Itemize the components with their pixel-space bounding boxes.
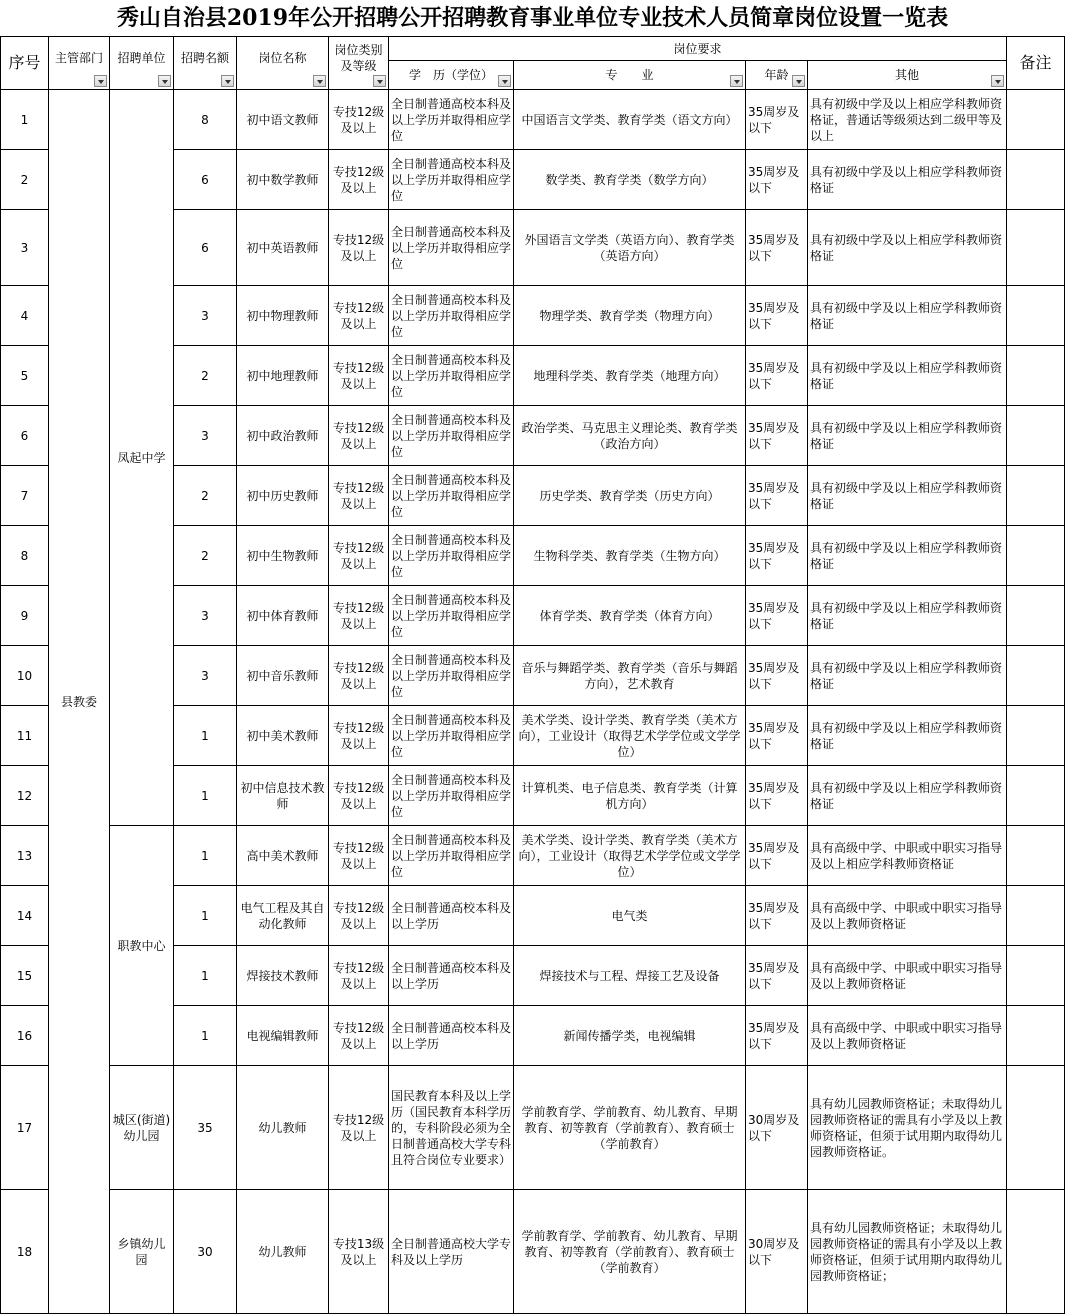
education-cell: 全日制普通高校本科及以上学历并取得相应学位 bbox=[389, 826, 514, 886]
age-cell: 35周岁及以下 bbox=[746, 210, 808, 286]
remark-cell bbox=[1007, 1066, 1065, 1190]
seq-cell: 15 bbox=[1, 946, 49, 1006]
category-cell: 专技12级及以上 bbox=[329, 466, 389, 526]
filter-dropdown-icon[interactable] bbox=[94, 75, 107, 87]
seq-cell: 18 bbox=[1, 1190, 49, 1314]
seq-cell: 13 bbox=[1, 826, 49, 886]
quota-cell: 1 bbox=[174, 946, 237, 1006]
quota-cell: 1 bbox=[174, 826, 237, 886]
age-cell: 35周岁及以下 bbox=[746, 646, 808, 706]
category-cell: 专技13级及以上 bbox=[329, 1190, 389, 1314]
position-cell: 初中语文教师 bbox=[237, 90, 329, 150]
header-education: 学 历（学位） bbox=[389, 61, 514, 90]
major-cell: 电气类 bbox=[514, 886, 746, 946]
quota-cell: 3 bbox=[174, 406, 237, 466]
age-cell: 35周岁及以下 bbox=[746, 826, 808, 886]
other-cell: 具有初级中学及以上相应学科教师资格证 bbox=[808, 586, 1007, 646]
major-cell: 历史学类、教育学类（历史方向） bbox=[514, 466, 746, 526]
header-category: 岗位类别及等级 bbox=[329, 37, 389, 90]
seq-cell: 3 bbox=[1, 210, 49, 286]
other-cell: 具有初级中学及以上相应学科教师资格证 bbox=[808, 406, 1007, 466]
remark-cell bbox=[1007, 346, 1065, 406]
table-body bbox=[1, 90, 1065, 1314]
other-cell: 具有初级中学及以上相应学科教师资格证 bbox=[808, 150, 1007, 210]
education-cell: 全日制普通高校本科及以上学历并取得相应学位 bbox=[389, 766, 514, 826]
position-cell: 初中政治教师 bbox=[237, 406, 329, 466]
age-cell: 35周岁及以下 bbox=[746, 1006, 808, 1066]
education-cell: 全日制普通高校本科及以上学历并取得相应学位 bbox=[389, 526, 514, 586]
seq-cell: 17 bbox=[1, 1066, 49, 1190]
remark-cell bbox=[1007, 286, 1065, 346]
major-cell: 生物科学类、教育学类（生物方向） bbox=[514, 526, 746, 586]
page-title: 秀山自治县2019年公开招聘公开招聘教育事业单位专业技术人员简章岗位设置一览表 bbox=[116, 5, 949, 31]
other-cell: 具有初级中学及以上相应学科教师资格证 bbox=[808, 646, 1007, 706]
position-cell: 初中历史教师 bbox=[237, 466, 329, 526]
quota-cell: 35 bbox=[174, 1066, 237, 1190]
position-cell: 幼儿教师 bbox=[237, 1066, 329, 1190]
remark-cell bbox=[1007, 406, 1065, 466]
education-cell: 全日制普通高校本科及以上学历并取得相应学位 bbox=[389, 646, 514, 706]
education-cell: 全日制普通高校本科及以上学历并取得相应学位 bbox=[389, 346, 514, 406]
major-cell: 美术学类、设计学类、教育学类（美术方向），工业设计（取得艺术学学位或文学学位） bbox=[514, 826, 746, 886]
seq-cell: 16 bbox=[1, 1006, 49, 1066]
position-cell: 幼儿教师 bbox=[237, 1190, 329, 1314]
category-cell: 专技12级及以上 bbox=[329, 586, 389, 646]
education-cell: 全日制普通高校本科及以上学历并取得相应学位 bbox=[389, 210, 514, 286]
seq-cell: 5 bbox=[1, 346, 49, 406]
filter-dropdown-icon[interactable] bbox=[158, 75, 171, 87]
major-cell: 计算机类、电子信息类、教育学类（计算机方向） bbox=[514, 766, 746, 826]
education-cell: 全日制普通高校本科及以上学历并取得相应学位 bbox=[389, 706, 514, 766]
education-cell: 全日制普通高校本科及以上学历并取得相应学位 bbox=[389, 150, 514, 210]
remark-cell bbox=[1007, 466, 1065, 526]
seq-cell: 12 bbox=[1, 766, 49, 826]
remark-cell bbox=[1007, 150, 1065, 210]
quota-cell: 6 bbox=[174, 210, 237, 286]
quota-cell: 1 bbox=[174, 1006, 237, 1066]
age-cell: 35周岁及以下 bbox=[746, 286, 808, 346]
dept-cell: 县教委 bbox=[49, 90, 110, 1314]
age-cell: 35周岁及以下 bbox=[746, 586, 808, 646]
remark-cell bbox=[1007, 646, 1065, 706]
category-cell: 专技12级及以上 bbox=[329, 150, 389, 210]
other-cell: 具有初级中学及以上相应学科教师资格证 bbox=[808, 466, 1007, 526]
remark-cell bbox=[1007, 706, 1065, 766]
age-cell: 35周岁及以下 bbox=[746, 466, 808, 526]
age-cell: 35周岁及以下 bbox=[746, 886, 808, 946]
filter-dropdown-icon[interactable] bbox=[313, 75, 326, 87]
header-requirements: 岗位要求 bbox=[389, 37, 1007, 61]
header-unit: 招聘单位 bbox=[110, 37, 174, 90]
position-cell: 初中美术教师 bbox=[237, 706, 329, 766]
major-cell: 外国语言文学类（英语方向）、教育学类（英语方向） bbox=[514, 210, 746, 286]
category-cell: 专技12级及以上 bbox=[329, 826, 389, 886]
filter-dropdown-icon[interactable] bbox=[221, 75, 234, 87]
other-cell: 具有高级中学、中职或中职实习指导及以上教师资格证 bbox=[808, 886, 1007, 946]
category-cell: 专技12级及以上 bbox=[329, 766, 389, 826]
other-cell: 具有幼儿园教师资格证；未取得幼儿园教师资格证的需具有小学及以上教师资格证，但须于试用期内取得幼儿园教师资格证； bbox=[808, 1190, 1007, 1314]
header-remark: 备注 bbox=[1007, 37, 1065, 90]
other-cell: 具有初级中学及以上相应学科教师资格证 bbox=[808, 286, 1007, 346]
category-cell: 专技12级及以上 bbox=[329, 210, 389, 286]
age-cell: 30周岁及以下 bbox=[746, 1190, 808, 1314]
category-cell: 专技12级及以上 bbox=[329, 946, 389, 1006]
header-dept: 主管部门 bbox=[49, 37, 110, 90]
remark-cell bbox=[1007, 1190, 1065, 1314]
seq-cell: 1 bbox=[1, 90, 49, 150]
remark-cell bbox=[1007, 886, 1065, 946]
age-cell: 35周岁及以下 bbox=[746, 946, 808, 1006]
seq-cell: 10 bbox=[1, 646, 49, 706]
major-cell: 新闻传播学类，电视编辑 bbox=[514, 1006, 746, 1066]
major-cell: 学前教育学、学前教育、幼儿教育、早期教育、初等教育（学前教育）、教育硕士（学前教育） bbox=[514, 1190, 746, 1314]
major-cell: 数学类、教育学类（数学方向） bbox=[514, 150, 746, 210]
quota-cell: 1 bbox=[174, 766, 237, 826]
remark-cell bbox=[1007, 826, 1065, 886]
education-cell: 全日制普通高校本科及以上学历 bbox=[389, 946, 514, 1006]
quota-cell: 1 bbox=[174, 886, 237, 946]
remark-cell bbox=[1007, 586, 1065, 646]
position-cell: 高中美术教师 bbox=[237, 826, 329, 886]
age-cell: 35周岁及以下 bbox=[746, 766, 808, 826]
unit-cell: 职教中心 bbox=[110, 826, 174, 1066]
header-other: 其他 bbox=[808, 61, 1007, 90]
major-cell: 体育学类、教育学类（体育方向） bbox=[514, 586, 746, 646]
quota-cell: 30 bbox=[174, 1190, 237, 1314]
education-cell: 全日制普通高校本科及以上学历并取得相应学位 bbox=[389, 586, 514, 646]
category-cell: 专技12级及以上 bbox=[329, 1066, 389, 1190]
other-cell: 具有幼儿园教师资格证；未取得幼儿园教师资格证的需具有小学及以上教师资格证，但须于试用期内取得幼儿园教师资格证。 bbox=[808, 1066, 1007, 1190]
age-cell: 35周岁及以下 bbox=[746, 150, 808, 210]
quota-cell: 8 bbox=[174, 90, 237, 150]
seq-cell: 6 bbox=[1, 406, 49, 466]
major-cell: 美术学类、设计学类、教育学类（美术方向），工业设计（取得艺术学学位或文学学位） bbox=[514, 706, 746, 766]
age-cell: 35周岁及以下 bbox=[746, 346, 808, 406]
header-major: 专 业 bbox=[514, 61, 746, 90]
header-position: 岗位名称 bbox=[237, 37, 329, 90]
other-cell: 具有高级中学、中职或中职实习指导及以上教师资格证 bbox=[808, 1006, 1007, 1066]
quota-cell: 2 bbox=[174, 466, 237, 526]
header-quota: 招聘名额 bbox=[174, 37, 237, 90]
remark-cell bbox=[1007, 526, 1065, 586]
education-cell: 全日制普通高校本科及以上学历并取得相应学位 bbox=[389, 90, 514, 150]
education-cell: 全日制普通高校本科及以上学历并取得相应学位 bbox=[389, 466, 514, 526]
category-cell: 专技12级及以上 bbox=[329, 1006, 389, 1066]
position-cell: 初中地理教师 bbox=[237, 346, 329, 406]
quota-cell: 2 bbox=[174, 346, 237, 406]
category-cell: 专技12级及以上 bbox=[329, 90, 389, 150]
other-cell: 具有初级中学及以上相应学科教师资格证 bbox=[808, 766, 1007, 826]
quota-cell: 6 bbox=[174, 150, 237, 210]
position-cell: 电气工程及其自动化教师 bbox=[237, 886, 329, 946]
remark-cell bbox=[1007, 766, 1065, 826]
major-cell: 音乐与舞蹈学类、教育学类（音乐与舞蹈方向），艺术教育 bbox=[514, 646, 746, 706]
position-cell: 初中音乐教师 bbox=[237, 646, 329, 706]
education-cell: 全日制普通高校本科及以上学历 bbox=[389, 1006, 514, 1066]
other-cell: 具有初级中学及以上相应学科教师资格证，普通话等级须达到二级甲等及以上 bbox=[808, 90, 1007, 150]
category-cell: 专技12级及以上 bbox=[329, 886, 389, 946]
category-cell: 专技12级及以上 bbox=[329, 406, 389, 466]
age-cell: 35周岁及以下 bbox=[746, 90, 808, 150]
other-cell: 具有初级中学及以上相应学科教师资格证 bbox=[808, 346, 1007, 406]
age-cell: 35周岁及以下 bbox=[746, 526, 808, 586]
remark-cell bbox=[1007, 946, 1065, 1006]
filter-dropdown-icon[interactable] bbox=[792, 75, 805, 87]
filter-dropdown-icon[interactable] bbox=[373, 75, 386, 87]
major-cell: 地理科学类、教育学类（地理方向） bbox=[514, 346, 746, 406]
education-cell: 全日制普通高校本科及以上学历 bbox=[389, 886, 514, 946]
category-cell: 专技12级及以上 bbox=[329, 286, 389, 346]
quota-cell: 1 bbox=[174, 706, 237, 766]
education-cell: 全日制普通高校大学专科及以上学历 bbox=[389, 1190, 514, 1314]
other-cell: 具有初级中学及以上相应学科教师资格证 bbox=[808, 210, 1007, 286]
quota-cell: 3 bbox=[174, 646, 237, 706]
table-row bbox=[1, 1190, 1065, 1314]
seq-cell: 2 bbox=[1, 150, 49, 210]
unit-cell: 乡镇幼儿园 bbox=[110, 1190, 174, 1314]
other-cell: 具有高级中学、中职或中职实习指导及以上教师资格证 bbox=[808, 946, 1007, 1006]
age-cell: 35周岁及以下 bbox=[746, 406, 808, 466]
seq-cell: 9 bbox=[1, 586, 49, 646]
seq-cell: 11 bbox=[1, 706, 49, 766]
seq-cell: 8 bbox=[1, 526, 49, 586]
position-cell: 焊接技术教师 bbox=[237, 946, 329, 1006]
major-cell: 学前教育学、学前教育、幼儿教育、早期教育、初等教育（学前教育）、教育硕士（学前教育） bbox=[514, 1066, 746, 1190]
position-cell: 初中数学教师 bbox=[237, 150, 329, 210]
table-row bbox=[1, 1066, 1065, 1190]
category-cell: 专技12级及以上 bbox=[329, 526, 389, 586]
remark-cell bbox=[1007, 90, 1065, 150]
major-cell: 焊接技术与工程、焊接工艺及设备 bbox=[514, 946, 746, 1006]
position-cell: 初中英语教师 bbox=[237, 210, 329, 286]
table-row bbox=[1, 826, 1065, 886]
remark-cell bbox=[1007, 1006, 1065, 1066]
education-cell: 全日制普通高校本科及以上学历并取得相应学位 bbox=[389, 286, 514, 346]
other-cell: 具有初级中学及以上相应学科教师资格证 bbox=[808, 526, 1007, 586]
position-cell: 电视编辑教师 bbox=[237, 1006, 329, 1066]
other-cell: 具有高级中学、中职或中职实习指导及以上相应学科教师资格证 bbox=[808, 826, 1007, 886]
position-cell: 初中物理教师 bbox=[237, 286, 329, 346]
filter-dropdown-icon[interactable] bbox=[991, 75, 1004, 87]
major-cell: 物理学类、教育学类（物理方向） bbox=[514, 286, 746, 346]
seq-cell: 7 bbox=[1, 466, 49, 526]
age-cell: 30周岁及以下 bbox=[746, 1066, 808, 1190]
remark-cell bbox=[1007, 210, 1065, 286]
major-cell: 中国语言文学类、教育学类（语文方向） bbox=[514, 90, 746, 150]
seq-cell: 4 bbox=[1, 286, 49, 346]
recruitment-table bbox=[0, 36, 1065, 1314]
header-seq: 序号 bbox=[1, 37, 49, 90]
filter-dropdown-icon[interactable] bbox=[730, 75, 743, 87]
quota-cell: 3 bbox=[174, 286, 237, 346]
header-age: 年龄 bbox=[746, 61, 808, 90]
category-cell: 专技12级及以上 bbox=[329, 706, 389, 766]
position-cell: 初中生物教师 bbox=[237, 526, 329, 586]
position-cell: 初中信息技术教师 bbox=[237, 766, 329, 826]
table-row bbox=[1, 90, 1065, 150]
category-cell: 专技12级及以上 bbox=[329, 346, 389, 406]
quota-cell: 3 bbox=[174, 586, 237, 646]
unit-cell: 城区(街道)幼儿园 bbox=[110, 1066, 174, 1190]
age-cell: 35周岁及以下 bbox=[746, 706, 808, 766]
unit-cell: 凤起中学 bbox=[110, 90, 174, 826]
seq-cell: 14 bbox=[1, 886, 49, 946]
position-cell: 初中体育教师 bbox=[237, 586, 329, 646]
other-cell: 具有初级中学及以上相应学科教师资格证 bbox=[808, 706, 1007, 766]
filter-dropdown-icon[interactable] bbox=[498, 75, 511, 87]
education-cell: 全日制普通高校本科及以上学历并取得相应学位 bbox=[389, 406, 514, 466]
category-cell: 专技12级及以上 bbox=[329, 646, 389, 706]
quota-cell: 2 bbox=[174, 526, 237, 586]
education-cell: 国民教育本科及以上学历（国民教育本科学历的，专科阶段必须为全日制普通高校大学专科且符合岗位专业要求） bbox=[389, 1066, 514, 1190]
major-cell: 政治学类、马克思主义理论类、教育学类（政治方向） bbox=[514, 406, 746, 466]
